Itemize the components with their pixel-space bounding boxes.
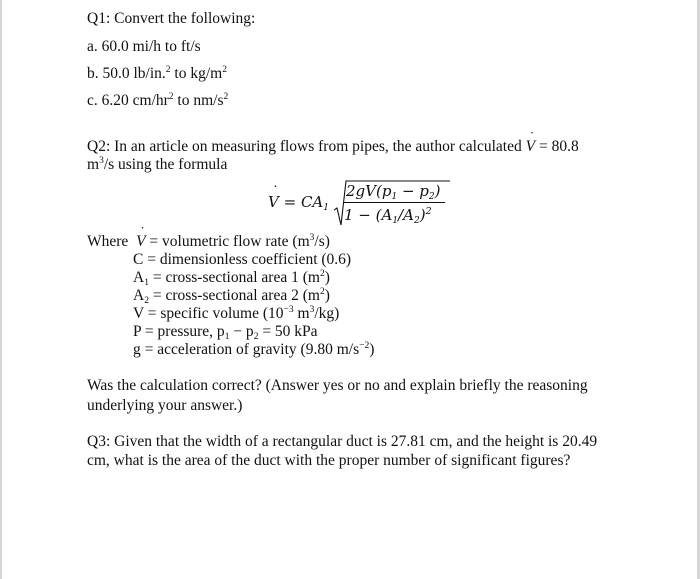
- def-pressure: P = pressure, $p_1 - p_2 = 50$ kPa: [133, 323, 318, 342]
- formula-coefficient: CA: [300, 193, 324, 211]
- q2-question-line2: underlying your answer.): [87, 397, 243, 414]
- q3-line1: Q3: Given that the width of a rectangular duct is 27.81 cm, and the height is 20.49: [87, 433, 598, 450]
- fraction-bar: [343, 202, 445, 203]
- q1-item-a: a. 60.0 mi/h to ft/s: [87, 38, 201, 55]
- def-gravity: g = acceleration of gravity (9.80 $m/s^{-2}$): [133, 341, 375, 358]
- def-area-1: $A_1$ = cross-sectional area 1 $(m^2)$: [133, 269, 330, 288]
- q1-item-b: b. 50.0 lb/in.$^2$ to $kg/m^2$: [87, 65, 227, 82]
- q2-intro-line2: $m^3/s$ using the formula: [87, 156, 228, 173]
- q1-heading: Q1: Convert the following:: [87, 10, 256, 27]
- formula-numerator: $2gV(p_1 - p_2)$: [346, 182, 441, 202]
- q2-intro-line1: Q2: In an article on measuring flows from pipes, the author calculated ˙ V = 80.8: [87, 138, 579, 156]
- def-specific-volume: V = specific volume ($10^{-3}$ $m^3/kg$): [133, 305, 340, 322]
- flow-formula: ˙ $V = CA_1$ $2gV(p_1 - p_2)$ $1 - (A_1/A_2)^2$: [268, 180, 448, 230]
- def-where-flow-rate: Where ˙ V = volumetric flow rate $(m^3/s)$: [87, 233, 330, 251]
- def-area-2: $A_2$ = cross-sectional area 2 $(m^2)$: [133, 287, 330, 306]
- page-edge-left: [0, 0, 2, 579]
- q3-line2: cm, what is the area of the duct with the proper number of significant figures?: [87, 452, 571, 469]
- formula-lhs: ˙ V: [268, 193, 279, 211]
- formula-denominator: $1 - (A_1/A_2)^2$: [344, 206, 432, 226]
- q1-item-c: c. 6.20 $cm/hr^2$ to $nm/s^2$: [87, 92, 229, 109]
- q2-question-line1: Was the calculation correct? (Answer yes or no and explain briefly the reasoning: [87, 377, 588, 394]
- def-coefficient: C = dimensionless coefficient (0.6): [133, 251, 352, 268]
